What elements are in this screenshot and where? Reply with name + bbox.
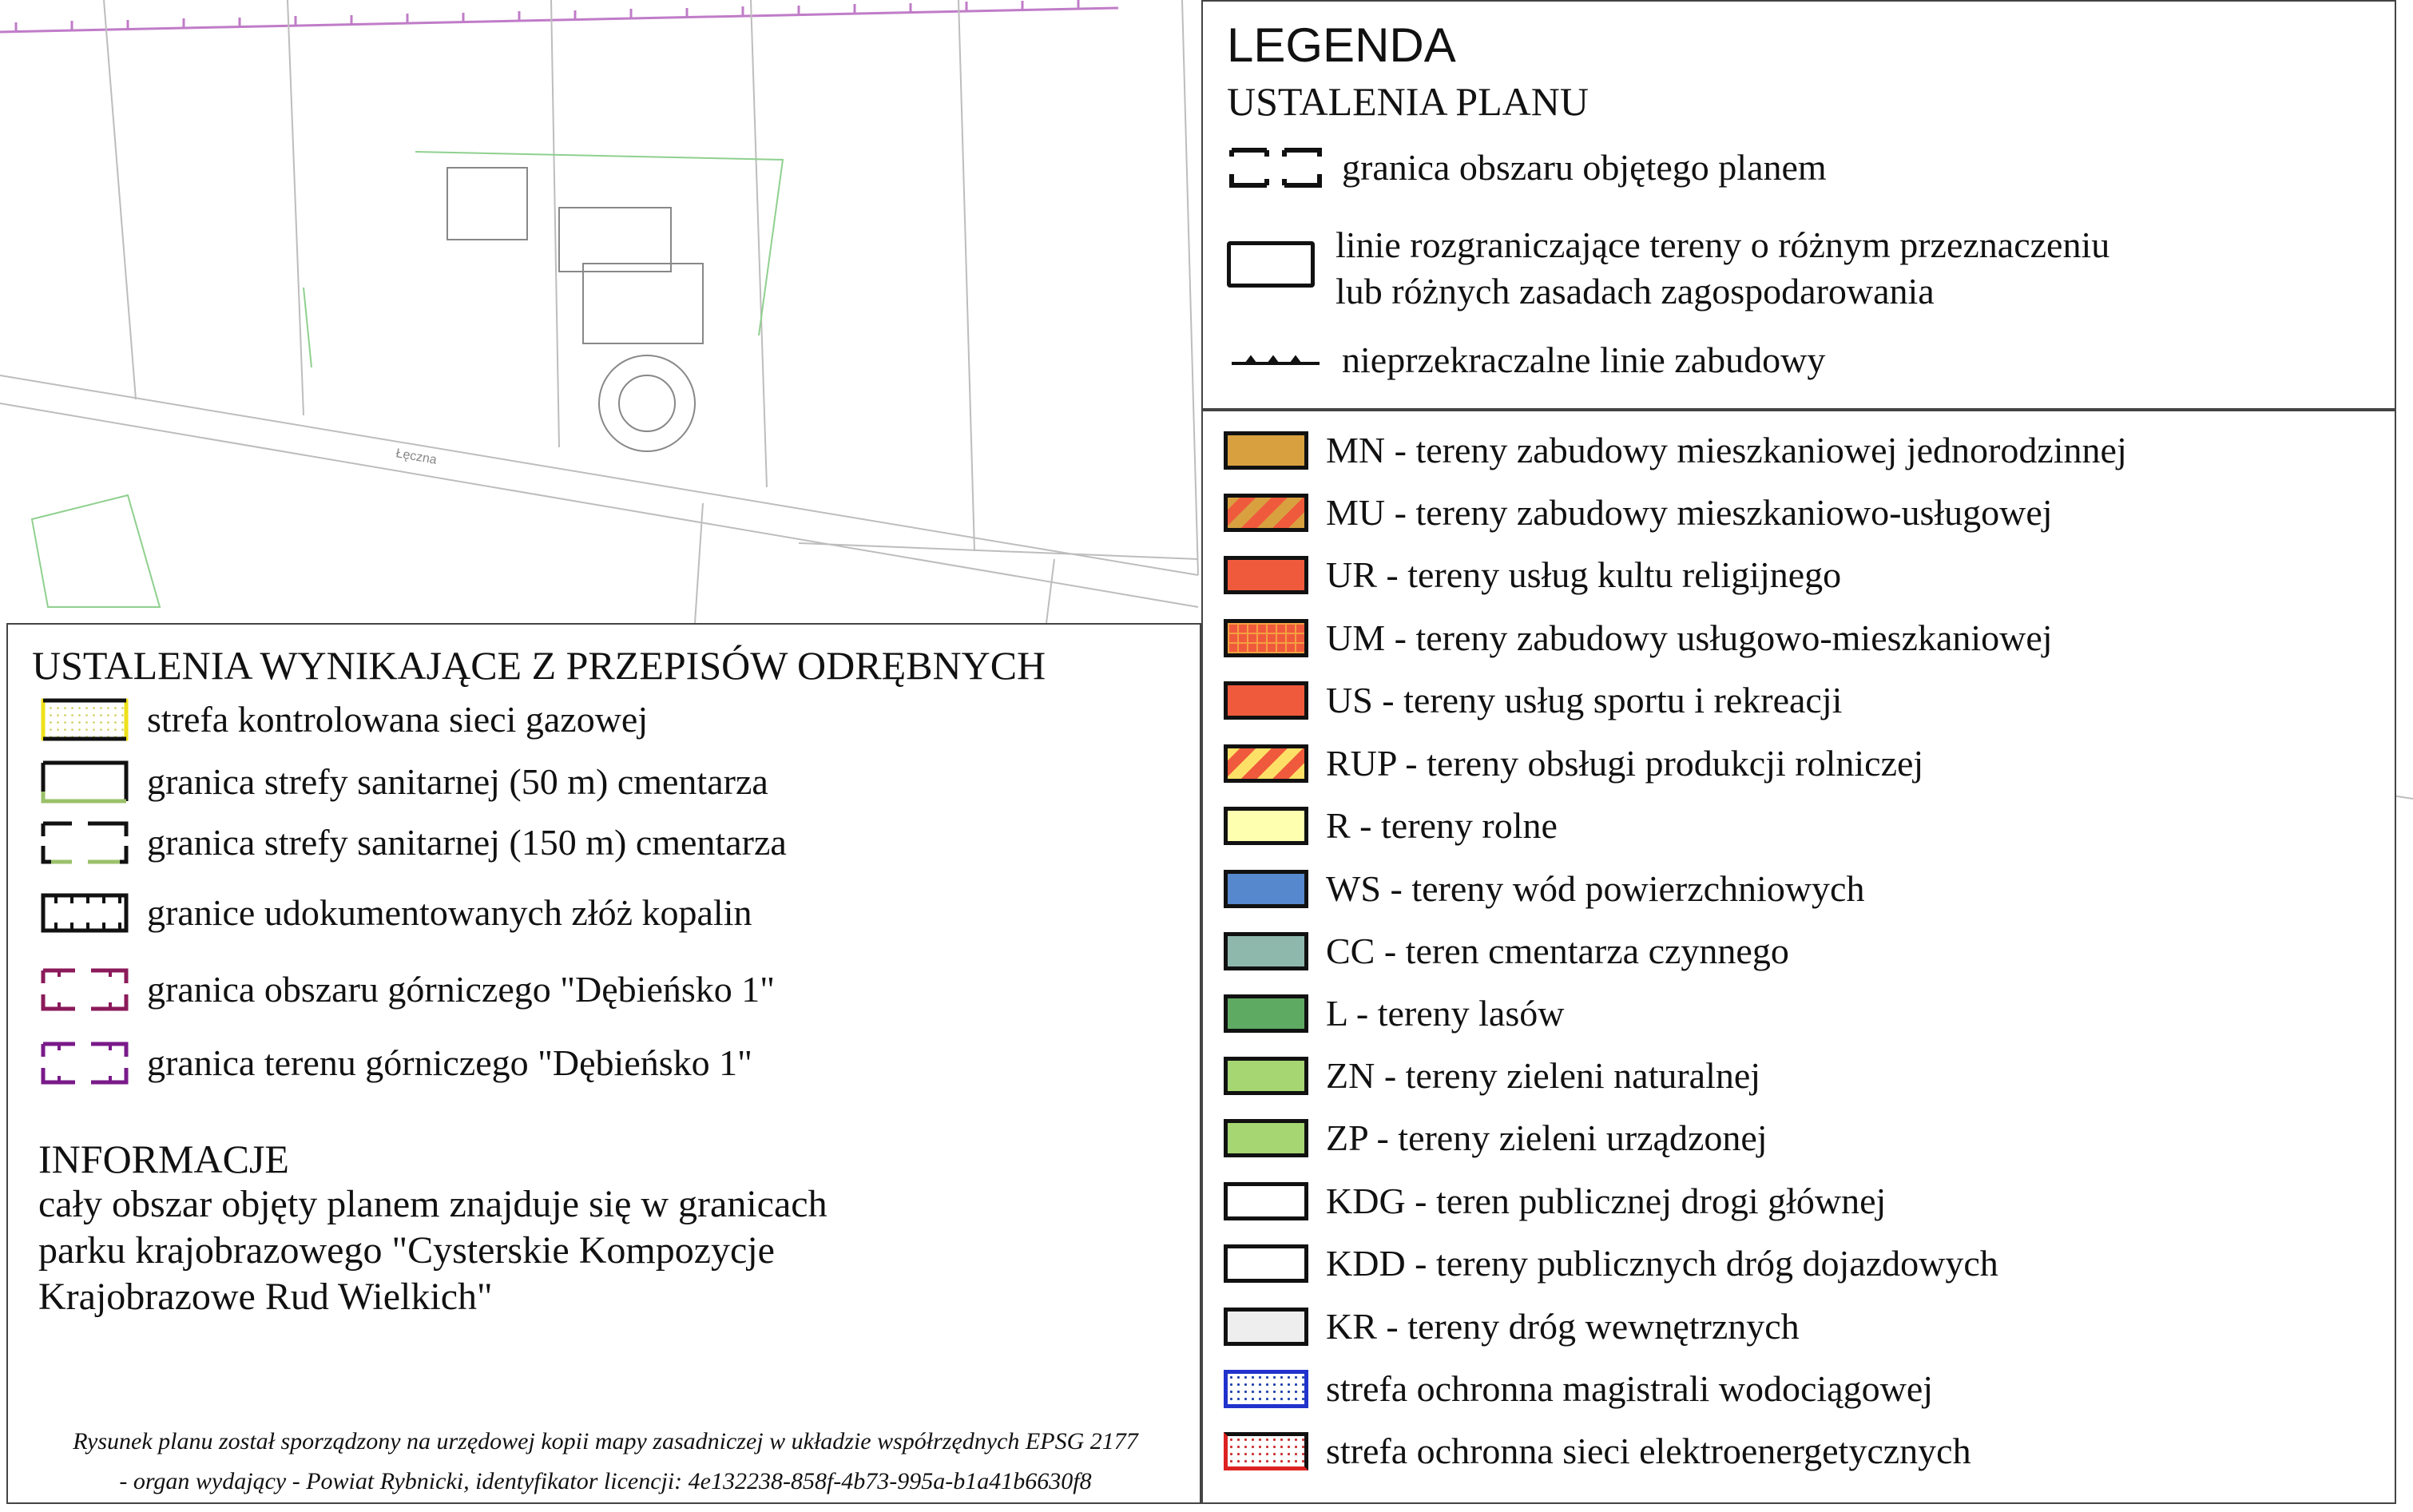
zone-swatch-mn [1224, 431, 1308, 470]
legend-item-label: nieprzekraczalne linie zabudowy [1342, 339, 1826, 380]
separate-rules-panel [6, 623, 1201, 1504]
info-line: parku krajobrazowego "Cysterskie Kompozycje [38, 1229, 775, 1272]
legend-item-plan-boundary [1227, 142, 1827, 193]
rule-label: strefa kontrolowana sieci gazowej [147, 699, 649, 740]
sanitary-zone-50-icon [40, 760, 129, 804]
zone-swatch-um [1224, 619, 1308, 657]
sanitary-zone-150-icon [40, 820, 129, 865]
zone-swatch-rup [1224, 744, 1308, 783]
zone-swatch-kr [1224, 1308, 1308, 1346]
zone-row [1224, 1240, 1998, 1287]
footer-line-2: - organ wydający - Powiat Rybnicki, identyfikator licencji: 4e132238-858f-4b73-995a-b1a41b6630f8 [119, 1468, 1092, 1494]
zone-row [1224, 552, 1841, 598]
zone-swatch-l [1224, 994, 1308, 1033]
road-label: Łęczna [395, 446, 439, 467]
info-line: Krajobrazowe Rud Wielkich" [38, 1276, 493, 1318]
zone-swatch-kdd [1224, 1244, 1308, 1283]
zone-row [1224, 490, 2053, 536]
zone-label: CC - teren cmentarza czynnego [1326, 931, 1789, 971]
rule-label: granice udokumentowanych złóż kopalin [147, 892, 752, 933]
mineral-deposit-icon [40, 891, 129, 935]
zone-label: MU - tereny zabudowy mieszkaniowo-usługowej [1326, 492, 2053, 533]
zone-row [1224, 615, 2053, 661]
zone-swatch-zn [1224, 1057, 1308, 1095]
boundary-lines-swatch [1227, 241, 1315, 288]
mining-boundary-line [0, 0, 1118, 32]
zone-label: WS - tereny wód powierzchniowych [1326, 868, 1865, 909]
zones-legend-panel [1201, 410, 2396, 1504]
zone-label: MN - tereny zabudowy mieszkaniowej jednorodzinnej [1326, 430, 2127, 470]
zone-row [1224, 1178, 1886, 1224]
legend-item-label-line2: lub różnych zasadach zagospodarowania [1335, 271, 1935, 312]
separate-rules-title: USTALENIA WYNIKAJĄCE Z PRZEPISÓW ODRĘBNYCH [32, 643, 1046, 688]
zone-swatch-water-main [1224, 1370, 1308, 1408]
mining-terrain-icon [40, 1041, 129, 1085]
zone-label: L - tereny lasów [1326, 993, 1565, 1034]
mining-area-icon [40, 967, 129, 1012]
plan-section-title: USTALENIA PLANU [1227, 79, 1589, 124]
building-line-icon [1227, 344, 1324, 376]
rule-row [40, 1040, 752, 1086]
legend-item-boundary-lines [1227, 222, 2109, 315]
info-line: cały obszar objęty planem znajduje się w granicach [38, 1183, 827, 1225]
rule-label: granica strefy sanitarnej (50 m) cmentarza [147, 761, 768, 802]
zone-row [1224, 1304, 1800, 1350]
zone-row [1224, 427, 2127, 474]
zone-label: KDG - teren publicznej drogi głównej [1326, 1181, 1887, 1221]
zone-row [1224, 1053, 1760, 1099]
zone-label: KDD - tereny publicznych dróg dojazdowych [1326, 1243, 1998, 1284]
zone-swatch-cc [1224, 932, 1308, 970]
zone-label: strefa ochronna sieci elektroenergetycznych [1326, 1431, 1971, 1471]
info-title: INFORMACJE [38, 1137, 289, 1181]
zone-row [1224, 740, 1923, 787]
rule-label: granica obszaru górniczego "Dębieńsko 1" [147, 969, 776, 1010]
footer-line-1: Rysunek planu został sporządzony na urzędowej kopii mapy zasadniczej w układzie współrzędnych EPSG 2177 [73, 1428, 1138, 1454]
rule-label: granica terenu górniczego "Dębieńsko 1" [147, 1042, 752, 1083]
zone-label: UM - tereny zabudowy usługowo-mieszkaniowej [1326, 617, 2053, 658]
zone-row [1224, 866, 1864, 912]
zone-row [1224, 803, 1558, 849]
rule-label: granica strefy sanitarnej (150 m) cmentarza [147, 822, 787, 863]
rule-row [40, 890, 752, 936]
zone-swatch-ws [1224, 870, 1308, 908]
rule-row [40, 966, 775, 1013]
zone-label: UR - tereny usług kultu religijnego [1326, 554, 1842, 595]
gas-zone-icon [40, 697, 129, 742]
zone-label: R - tereny rolne [1326, 805, 1558, 846]
zone-row [1224, 677, 1842, 724]
zone-swatch-zp [1224, 1119, 1308, 1157]
zone-row [1224, 1115, 1768, 1161]
zone-row [1224, 1366, 1933, 1412]
zone-label: US - tereny usług sportu i rekreacji [1326, 680, 1843, 720]
zone-swatch-kdg [1224, 1182, 1308, 1220]
buildings [447, 168, 703, 451]
zone-swatch-power-lines [1224, 1432, 1308, 1470]
rule-row [40, 759, 768, 805]
zone-label: strefa ochronna magistrali wodociągowej [1326, 1368, 1934, 1409]
legend-item-building-lines [1227, 337, 1825, 383]
rule-row [40, 819, 787, 866]
zone-swatch-r [1224, 807, 1308, 845]
zone-label: KR - tereny dróg wewnętrznych [1326, 1306, 1800, 1347]
zone-row [1224, 928, 1789, 974]
zone-label: ZP - tereny zieleni urządzonej [1326, 1117, 1768, 1158]
zone-row [1224, 1428, 1971, 1474]
zone-row [1224, 990, 1564, 1037]
zone-swatch-us [1224, 681, 1308, 720]
legend-panel [1201, 0, 2396, 410]
zone-label: ZN - tereny zieleni naturalnej [1326, 1055, 1761, 1096]
legend-item-label: granica obszaru objętego planem [1342, 147, 1827, 188]
plan-boundary-icon [1227, 142, 1324, 193]
zone-swatch-ur [1224, 556, 1308, 594]
zone-label: RUP - tereny obsługi produkcji rolniczej [1326, 743, 1924, 784]
zone-swatch-mu [1224, 494, 1308, 532]
legend-title: LEGENDA [1227, 18, 1456, 72]
rule-row [40, 696, 648, 743]
legend-item-label-line1: linie rozgraniczające tereny o różnym przeznaczeniu [1335, 224, 2110, 265]
